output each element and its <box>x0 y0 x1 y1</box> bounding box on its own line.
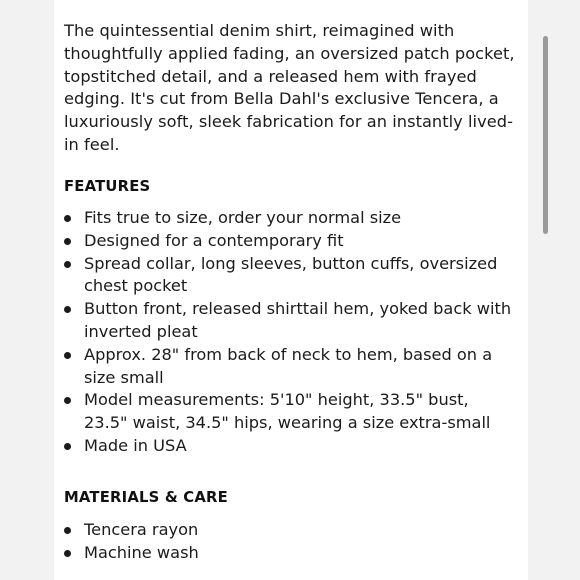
product-description: The quintessential denim shirt, reimagined with thoughtfully applied fading, an oversized patch pocket, topstitched detail, and a released hem with frayed edging. It's cut from Bella Dahl's exclusive Tencera, a luxuriously soft, sleek fabrication for an instantly lived-in feel. <box>64 21 515 154</box>
scrollbar-thumb[interactable] <box>543 36 548 234</box>
bullet-dot-icon <box>64 550 71 557</box>
list-item-text: Fits true to size, order your normal size <box>84 208 402 227</box>
bullet-dot-icon <box>64 306 71 313</box>
list-item <box>64 230 516 253</box>
list-item <box>64 253 516 299</box>
bullet-dot-icon <box>64 352 71 359</box>
bullet-dot-icon <box>64 527 71 534</box>
bullet-dot-icon <box>64 397 71 404</box>
bullet-dot-icon <box>64 238 71 245</box>
list-item <box>64 542 516 565</box>
product-details-panel <box>54 0 528 580</box>
list-item <box>64 298 516 344</box>
list-item-text: Button front, released shirttail hem, yoked back with inverted pleat <box>84 299 512 341</box>
features-list <box>64 207 516 458</box>
list-item-text: Made in USA <box>84 435 187 455</box>
list-item <box>64 435 516 458</box>
materials-care-heading: MATERIALS & CARE <box>64 489 228 506</box>
list-item-text: Approx. 28" from back of neck to hem, based on a size small <box>84 344 493 387</box>
features-heading: FEATURES <box>64 178 151 195</box>
list-item <box>64 389 516 435</box>
list-item <box>64 519 516 542</box>
product-details-content <box>64 20 516 562</box>
list-item <box>64 344 516 390</box>
bullet-dot-icon <box>64 215 71 222</box>
list-item-text: Model measurements: 5'10" height, 33.5" bust, 23.5" waist, 34.5" hips, wearing a size extra-small <box>84 390 491 433</box>
bullet-dot-icon <box>64 261 71 268</box>
list-item <box>64 207 516 230</box>
list-item-text: Machine wash <box>84 542 199 562</box>
list-item-text: Tencera rayon <box>84 520 199 539</box>
materials-care-list <box>64 519 516 565</box>
list-item-text: Spread collar, long sleeves, button cuffs, oversized chest pocket <box>84 253 498 296</box>
bullet-dot-icon <box>64 443 71 450</box>
list-item-text: Designed for a contemporary fit <box>84 230 344 250</box>
